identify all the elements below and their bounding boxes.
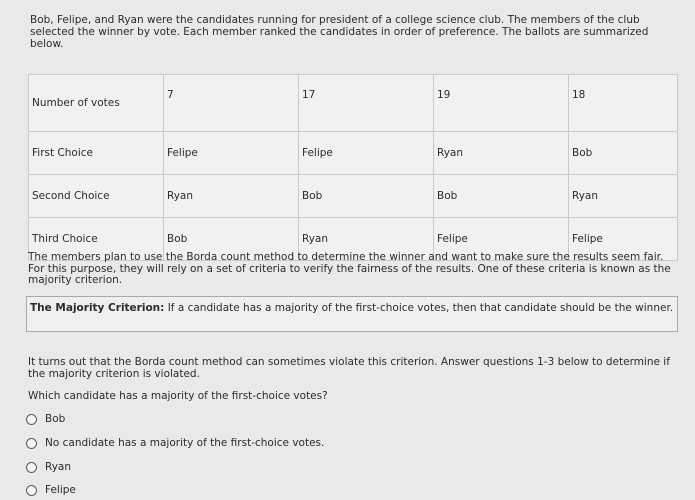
table-cell: Bob <box>434 175 569 218</box>
table-cell: Bob <box>299 175 434 218</box>
question-text: Which candidate has a majority of the first-choice votes? <box>28 390 328 402</box>
table-cell: Ryan <box>299 218 434 261</box>
table-cell: Second Choice <box>29 175 164 218</box>
criterion-title: The Majority Criterion: <box>30 302 165 314</box>
option-ryan[interactable] <box>26 461 71 473</box>
table-cell: Felipe <box>299 132 434 175</box>
criterion-box <box>26 296 678 332</box>
intro-text: Bob, Felipe, and Ryan were the candidates running for president of a college science club. The members of the club selected the winner by vote. Each member ranked the candidates in order of preference. The ballots are summarized below. <box>30 14 649 50</box>
option-felipe[interactable] <box>26 484 76 496</box>
table-cell: 17 <box>299 75 434 132</box>
option-label: No candidate has a majority of the first-choice votes. <box>45 437 325 449</box>
option-bob[interactable] <box>26 413 65 425</box>
table-row <box>29 175 678 218</box>
table-cell: Ryan <box>164 175 299 218</box>
table-cell: Ryan <box>569 175 678 218</box>
table-cell: 18 <box>569 75 678 132</box>
option-label: Ryan <box>45 461 72 473</box>
method-description: The members plan to use the Borda count method to determine the winner and want to make sure the results seem fair. For this purpose, they will rely on a set of criteria to verify the fairness of the results. One of these criteria is known as the majority criterion. <box>28 251 671 286</box>
table-cell: Felipe <box>569 218 678 261</box>
table-row <box>29 75 678 132</box>
table-cell: Number of votes <box>29 75 164 132</box>
table-cell: Felipe <box>434 218 569 261</box>
option-label: Felipe <box>45 484 76 496</box>
table-cell: 7 <box>164 75 299 132</box>
radio-button[interactable] <box>26 438 37 449</box>
option-no-majority[interactable] <box>26 437 324 449</box>
table-cell: Felipe <box>164 132 299 175</box>
option-label: Bob <box>45 413 66 425</box>
table-row <box>29 132 678 175</box>
radio-button[interactable] <box>26 485 37 496</box>
table-cell: Bob <box>164 218 299 261</box>
table-cell: First Choice <box>29 132 164 175</box>
table-cell: Ryan <box>434 132 569 175</box>
table-cell: Third Choice <box>29 218 164 261</box>
instructions-text: It turns out that the Borda count method can sometimes violate this criterion. Answer questions 1-3 below to determine if the majority criterion is violated. <box>28 356 670 380</box>
radio-button[interactable] <box>26 414 37 425</box>
table-cell: 19 <box>434 75 569 132</box>
radio-button[interactable] <box>26 462 37 473</box>
table-cell: Bob <box>569 132 678 175</box>
ballot-summary-table <box>28 74 678 261</box>
criterion-text: If a candidate has a majority of the first-choice votes, then that candidate should be the winner. <box>164 302 674 314</box>
